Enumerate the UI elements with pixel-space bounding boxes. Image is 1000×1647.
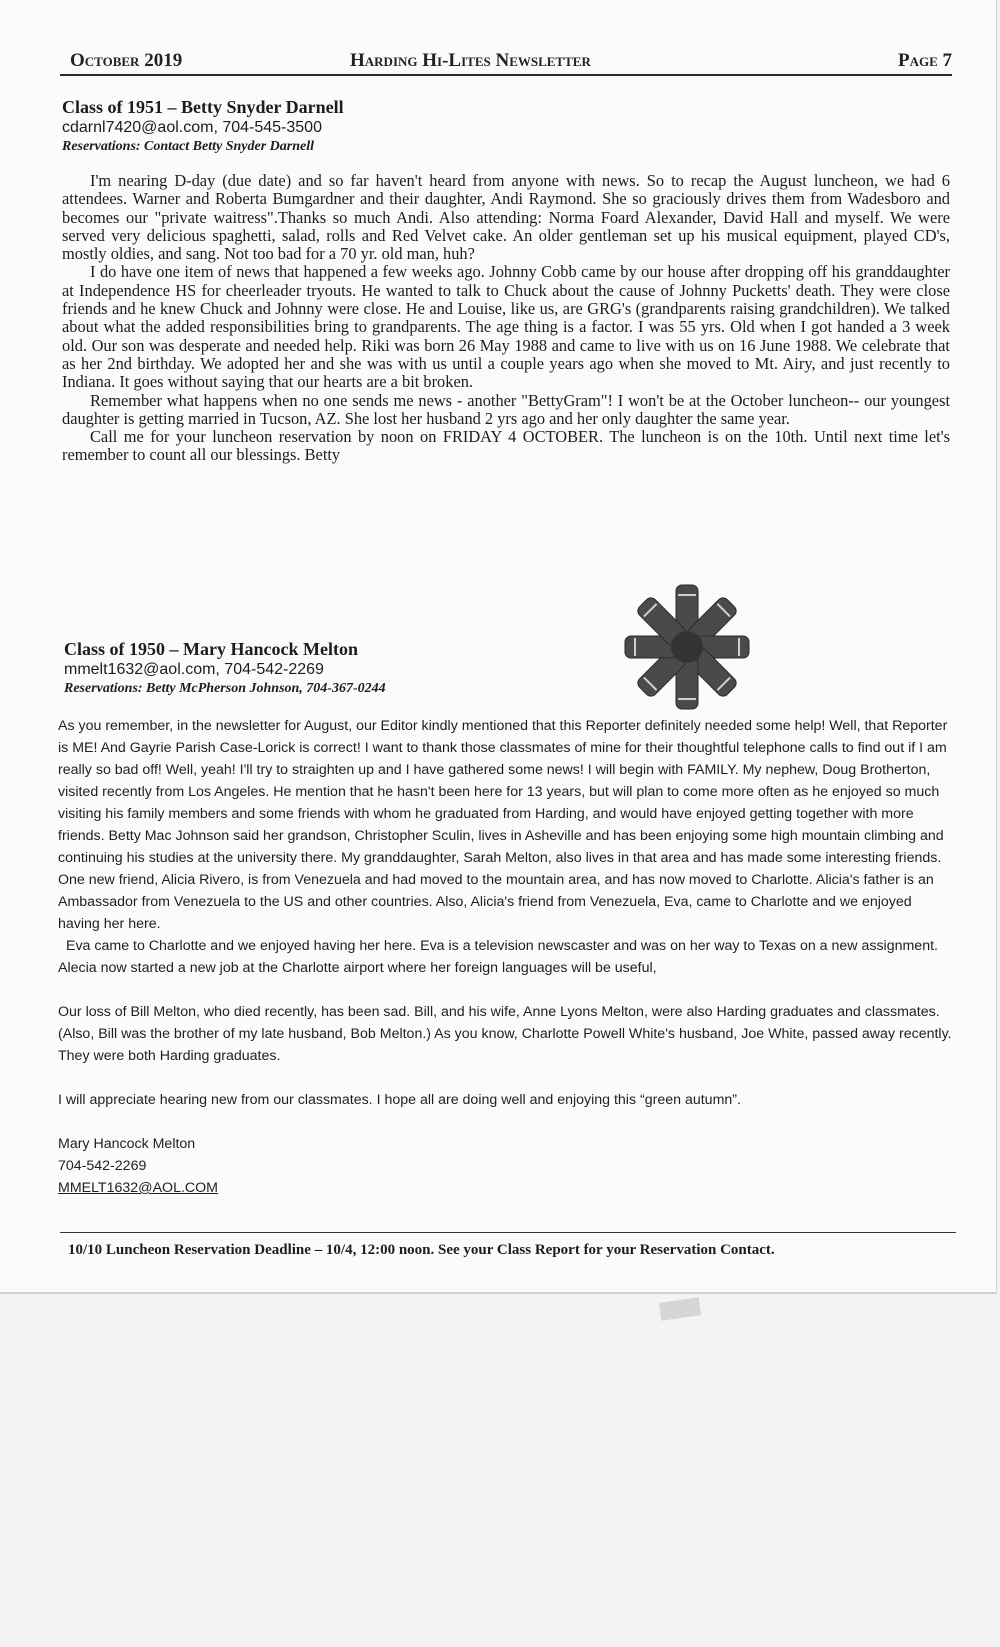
- header-page-number: Page 7: [897, 50, 952, 71]
- page-footer: 10/10 Luncheon Reservation Deadline – 10/4, 12:00 noon. See your Class Report for your Reservation Contact.: [68, 1242, 775, 1258]
- class-1951-paragraph: I do have one item of news that happened a few weeks ago. Johnny Cobb came by our house after dropping off his granddaughter at Independence HS for cheerleader tryouts. He wanted to talk to Chuck about the cause of Johnny Pucketts' death. They were close friends and he knew Chuck and Johnny were close. He and Louise, like us, are GRG's (grandparents raising grandchildren). We talked about what the added responsibilities bring to grandparents. The age thing is a factor. I was 55 yrs. Old when I got handed a 3 week old. Our son was desperate and needed help. Riki was born 26 May 1988 and came to live with us on 16 June 1988. We celebrate that as her 2nd birthday. We adopted her and she was with us until a couple years ago when she moved to Mt. Airy, and just recently to Indiana. It goes without saying that our hearts are a bit broken.: [62, 262, 950, 392]
- header-newsletter-title: Harding Hi-Lites Newsletter: [350, 50, 591, 71]
- paragraph-spacer: [58, 1067, 954, 1089]
- class-1950-reservations: Reservations: Betty McPherson Johnson, 704-367-0244: [64, 681, 386, 696]
- class-1950-contact: mmelt1632@aol.com, 704-542-2269: [64, 661, 324, 678]
- signature-block: [58, 1133, 954, 1199]
- class-1950-paragraph: Eva came to Charlotte and we enjoyed having her here. Eva is a television newscaster and was on her way to Texas on a new assignment. Alecia now started a new job at the Charlotte airport where her foreign languages will be useful,: [58, 938, 938, 976]
- class-1951-body: [62, 172, 950, 465]
- class-1951-paragraph: Call me for your luncheon reservation by noon on FRIDAY 4 OCTOBER. The luncheon is on the 10th. Until next time let's remember to count all our blessings. Betty: [62, 427, 950, 465]
- class-1950-paragraph: As you remember, in the newsletter for August, our Editor kindly mentioned that this Reporter definitely needed some help! Well, that Reporter is ME! And Gayrie Parish Case-Lorick is correct! I want to thank those classmates of mine for their thoughtful telephone calls to find out if I am really so bad off! Well, yeah! I'll try to straighten up and I have gathered some news! I will begin with FAMILY. My nephew, Doug Brotherton, visited recently from Los Angeles. He mention that he hasn't been here for 13 years, but will plan to come more often as he enjoyed so much visiting his family members and some friends with whom he graduated from Harding, and would have enjoyed getting together with more friends. Betty Mac Johnson said her grandson, Christopher Sculin, lives in Asheville and has been enjoying some high mountain climbing and continuing his studies at the university there. My granddaughter, Sarah Melton, also lives in that area and has made some interesting friends. One new friend, Alicia Rivero, is from Venezuela and had moved to the mountain area, and has now moved to Charlotte. Alicia's father is an Ambassador from Venezuela to the US and other countries. Also, Alicia's friend from Venezuela, Eva, came to Charlotte and we enjoyed having her here.: [58, 718, 948, 932]
- page-header: [60, 48, 952, 76]
- class-1951-paragraph: Remember what happens when no one sends me news - another "BettyGram"! I won't be at the October luncheon-- our youngest daughter is getting married in Tucson, AZ. She lost her husband 2 yrs ago and her only daughter the same year.: [62, 390, 950, 428]
- class-1951-report: [62, 96, 950, 465]
- class-1951-title: Class of 1951 – Betty Snyder Darnell: [62, 97, 344, 117]
- paper-fold-mark: [659, 1297, 701, 1320]
- signature-phone: 704-542-2269: [58, 1158, 147, 1174]
- class-1951-contact: cdarnl7420@aol.com, 704-545-3500: [62, 119, 322, 136]
- class-1950-title: Class of 1950 – Mary Hancock Melton: [64, 639, 358, 659]
- signature-email: MMELT1632@AOL.COM: [58, 1180, 218, 1196]
- signature-name: Mary Hancock Melton: [58, 1136, 196, 1152]
- header-date: October 2019: [70, 50, 183, 71]
- class-1950-body: [58, 715, 954, 1199]
- class-1950-paragraph: Our loss of Bill Melton, who died recently, has been sad. Bill, and his wife, Anne Lyons Melton, were also Harding graduates and classmates. (Also, Bill was the brother of my late husband, Bob Melton.) As you know, Charlotte Powell White's husband, Joe White, passed away recently. They were both Harding graduates.: [58, 1004, 952, 1064]
- class-1951-reservations: Reservations: Contact Betty Snyder Darnell: [62, 139, 314, 154]
- class-1951-paragraph: I'm nearing D-day (due date) and so far haven't heard from anyone with news. So to recap the August luncheon, we had 6 attendees. Warner and Roberta Bumgardner and their daughter, Andi Raymond. She so graciously drives them from Wadesboro and becomes our "private waitress".Thanks so much Andi. Also attending: Norma Foard Alexander, David Hall and myself. We were served very delicious spaghetti, salad, rolls and Red Velvet cake. An older gentleman set up his musical equipment, played CD's, mostly oldies, and sang. Not too bad for a 70 yr. old man, huh?: [62, 171, 950, 264]
- footer-divider: [60, 1232, 956, 1233]
- class-1950-report: [64, 638, 964, 698]
- class-1950-paragraph: I will appreciate hearing new from our classmates. I hope all are doing well and enjoying this “green autumn”.: [58, 1092, 741, 1108]
- paragraph-spacer: [58, 979, 954, 1001]
